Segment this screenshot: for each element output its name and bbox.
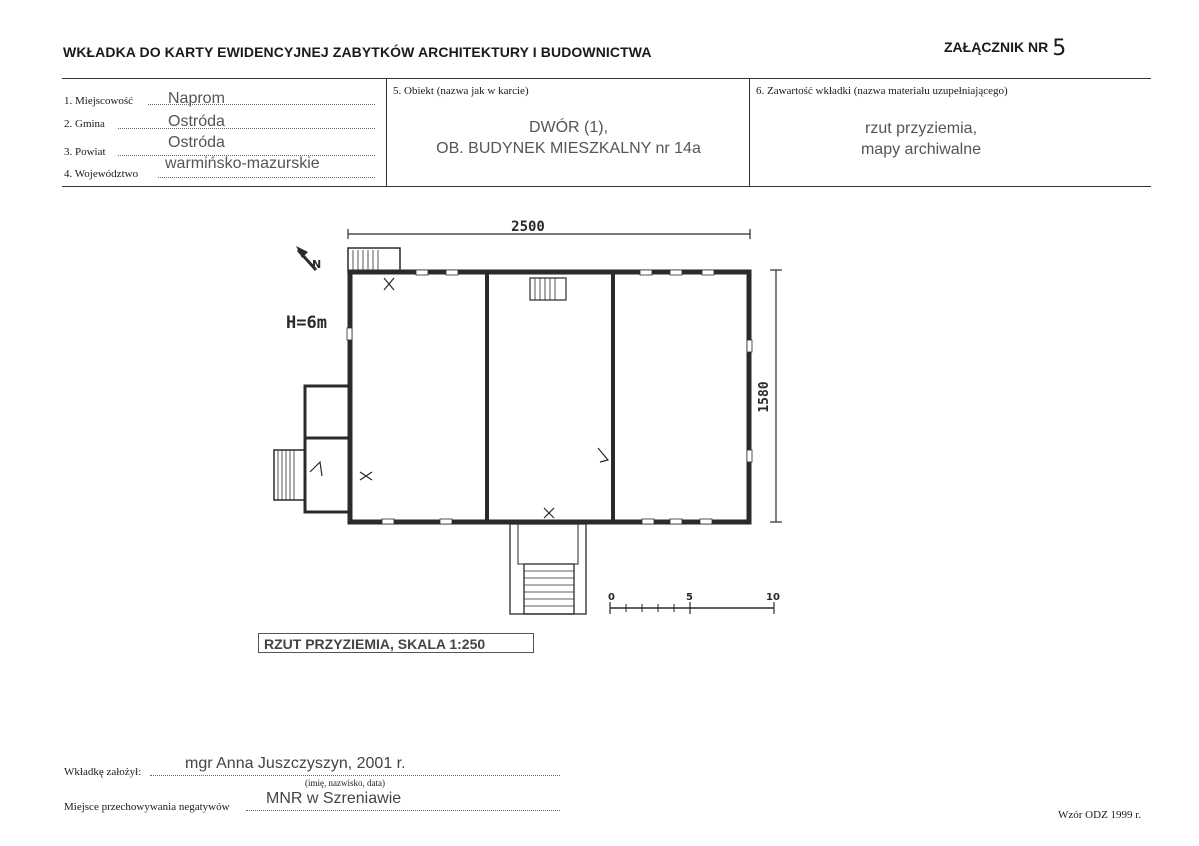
object-value [388,117,749,159]
negatives-line [246,810,560,811]
scale-tick-10: 10 [766,592,780,603]
form-divider-2 [749,79,750,187]
powiat-label: 3. Powiat [64,146,106,158]
contents-value [751,118,1091,160]
contents-label: 6. Zawartość wkładki (nazwa materiału uzupełniającego) [756,85,1008,97]
wojewodztwo-label: 4. Województwo [64,168,139,180]
form-bottom-border [62,186,1151,187]
annex-label-text: ZAŁĄCZNIK NR [944,39,1049,55]
author-line [150,775,560,776]
form-title: WKŁADKA DO KARTY EWIDENCYJNEJ ZABYTKÓW ARCHITEKTURY I BUDOWNICTWA [63,44,652,60]
annex-number: 5 [1052,36,1067,61]
annex-label [944,36,1066,61]
author-label: Wkładkę założył: [64,766,142,778]
plan-width-dimension: 2500 [511,219,545,235]
powiat-value: Ostróda [168,134,225,151]
wojewodztwo-value: warmińsko-mazurskie [165,155,320,172]
plan-height-dimension: 1580 [757,381,772,413]
scale-tick-0: 0 [608,592,615,603]
form-top-border [62,78,1151,79]
form-model: Wzór ODZ 1999 r. [1058,809,1142,821]
author-value: mgr Anna Juszczyszyn, 2001 r. [185,755,406,772]
north-label: N [312,258,322,271]
negatives-label: Miejsce przechowywania negatywów [64,801,230,813]
gmina-label: 2. Gmina [64,118,105,130]
object-line-1: DWÓR (1), [528,119,609,136]
scale-tick-5: 5 [686,592,693,603]
floor-plan-drawing [260,210,800,650]
plan-height-note: H=6m [286,313,327,333]
contents-line-2: mapy archiwalne [860,141,982,158]
plan-caption: RZUT PRZYZIEMIA, SKALA 1:250 [258,633,534,653]
miejscowosc-label: 1. Miejscowość [64,95,134,107]
negatives-value: MNR w Szreniawie [266,790,402,807]
author-hint: (imię, nazwisko, data) [305,778,385,788]
form-divider-1 [386,79,387,187]
contents-line-1: rzut przyziemia, [864,120,978,137]
gmina-line [118,128,375,129]
gmina-value: Ostróda [168,113,225,130]
object-label: 5. Obiekt (nazwa jak w karcie) [393,85,529,97]
wojewodztwo-line [158,177,375,178]
miejscowosc-value: Naprom [168,90,225,107]
object-line-2: OB. BUDYNEK MIESZKALNY nr 14a [436,140,701,157]
